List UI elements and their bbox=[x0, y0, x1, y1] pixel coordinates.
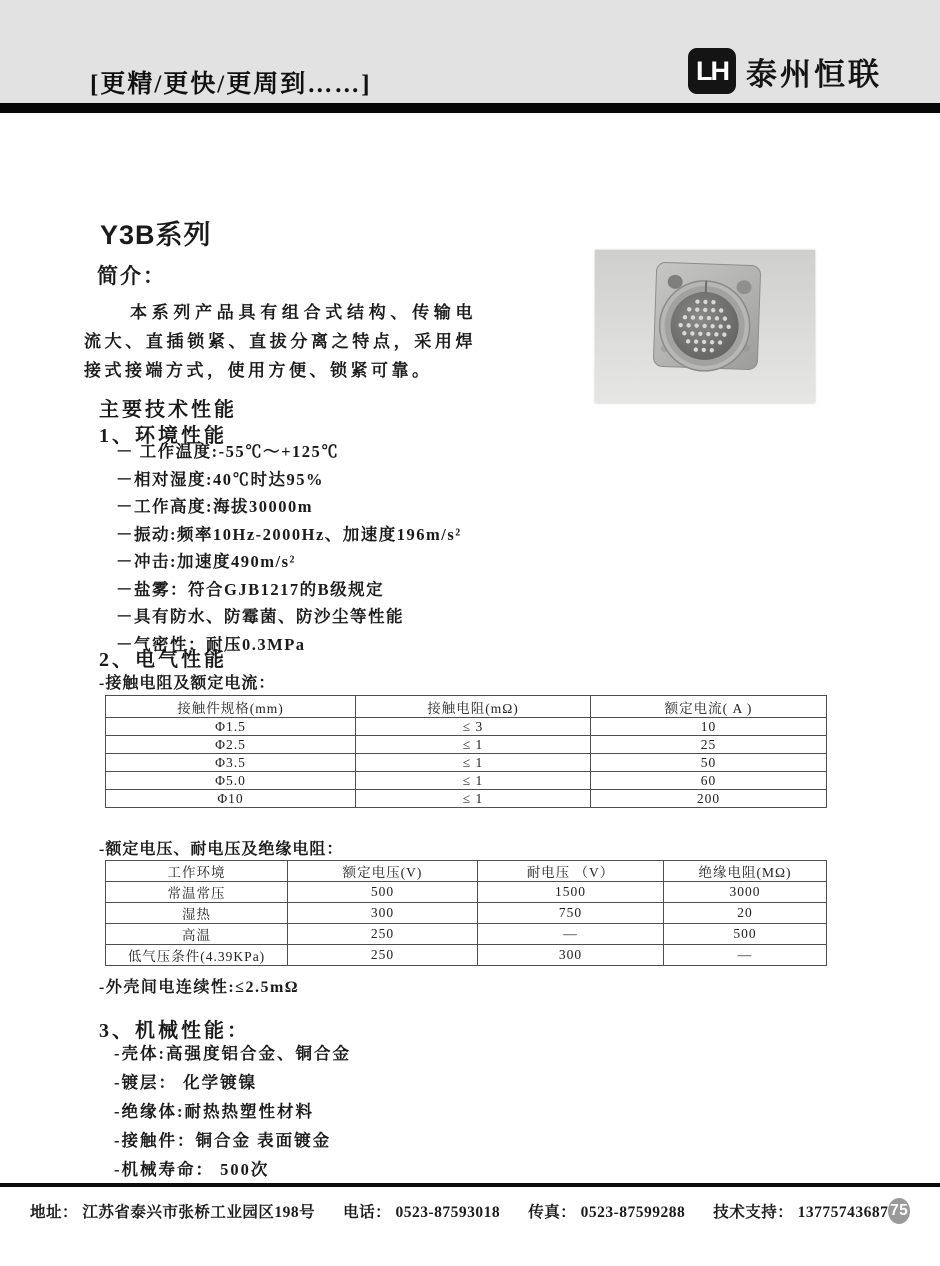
list-item: -镀层： 化学镀镍 bbox=[114, 1073, 258, 1092]
table-cell: 1500 bbox=[478, 882, 664, 903]
list-item: -机械寿命： 500次 bbox=[114, 1160, 270, 1179]
mech-performance-list bbox=[114, 1042, 351, 1187]
table-cell: ≤ 1 bbox=[356, 790, 591, 808]
table-row bbox=[106, 924, 827, 945]
column-header: 接触件规格(mm) bbox=[106, 696, 356, 718]
table-cell: 300 bbox=[288, 903, 478, 924]
column-header: 额定电流( A ) bbox=[591, 696, 827, 718]
table-cell: ≤ 1 bbox=[356, 772, 591, 790]
footer-address: 地址： 江苏省泰兴市张桥工业园区198号 bbox=[30, 1204, 316, 1221]
footer bbox=[30, 1198, 910, 1224]
product-photo bbox=[595, 250, 815, 403]
list-item: －具有防水、防霉菌、防沙尘等性能 bbox=[116, 607, 404, 626]
company-logo bbox=[688, 48, 882, 94]
shell-continuity-note: -外壳间电连续性:≤2.5mΩ bbox=[99, 979, 300, 996]
table-cell: ≤ 1 bbox=[356, 754, 591, 772]
table-row bbox=[106, 772, 827, 790]
contact-resistance-table bbox=[105, 695, 827, 808]
header-band bbox=[0, 0, 940, 103]
table-cell: 250 bbox=[288, 924, 478, 945]
table-cell: — bbox=[664, 945, 827, 966]
table-row bbox=[106, 882, 827, 903]
column-header: 绝缘电阻(MΩ) bbox=[664, 861, 827, 882]
intro-paragraph: 本系列产品具有组合式结构、传输电流大、直插锁紧、直拔分离之特点，采用焊接式接端方式，使用方便、锁紧可靠。 bbox=[84, 303, 476, 380]
page-number-badge: 75 bbox=[888, 1198, 910, 1224]
table-cell: Φ2.5 bbox=[106, 736, 356, 754]
intro-heading: 简介： bbox=[97, 265, 166, 288]
column-header: 额定电压(V) bbox=[288, 861, 478, 882]
table-row bbox=[106, 754, 827, 772]
list-item: －气密性：耐压0.3MPa bbox=[116, 634, 306, 654]
table-cell: Φ3.5 bbox=[106, 754, 356, 772]
table-cell: 60 bbox=[591, 772, 827, 790]
table-cell: 低气压条件(4.39KPa) bbox=[106, 945, 288, 966]
table-cell: Φ5.0 bbox=[106, 772, 356, 790]
table-cell: 250 bbox=[288, 945, 478, 966]
table-header-row bbox=[106, 861, 827, 882]
connector-illustration bbox=[595, 250, 815, 403]
env-performance-list bbox=[116, 441, 462, 661]
table-cell: 10 bbox=[591, 718, 827, 736]
column-header: 工作环境 bbox=[106, 861, 288, 882]
tech-performance-heading: 主要技术性能 bbox=[99, 399, 237, 421]
table-cell: Φ1.5 bbox=[106, 718, 356, 736]
logo-lh-icon: LH bbox=[688, 48, 736, 94]
footer-phone: 电话： 0523-87593018 bbox=[343, 1204, 501, 1221]
table-cell: 300 bbox=[478, 945, 664, 966]
list-item: -壳体:高强度铝合金、铜合金 bbox=[114, 1044, 351, 1063]
list-item: －相对湿度:40℃时达95% bbox=[116, 469, 324, 489]
column-header: 接触电阻(mΩ) bbox=[356, 696, 591, 718]
header-slogan: [更精/更快/更周到……] bbox=[90, 71, 372, 98]
list-item: －冲击:加速度490m/s² bbox=[116, 552, 296, 571]
footer-fax: 传真： 0523-87599288 bbox=[528, 1204, 686, 1221]
voltage-table-label: -额定电压、耐电压及绝缘电阻： bbox=[99, 841, 344, 858]
table-cell: 湿热 bbox=[106, 903, 288, 924]
list-item: － 工作温度:-55℃～+125℃ bbox=[116, 442, 340, 461]
footer-support: 技术支持： 13775743687 bbox=[713, 1204, 889, 1221]
header-divider bbox=[0, 103, 940, 113]
brand-name: 泰州恒联 bbox=[746, 56, 882, 92]
table-cell: 750 bbox=[478, 903, 664, 924]
table-cell: ≤ 3 bbox=[356, 718, 591, 736]
table-cell: 200 bbox=[591, 790, 827, 808]
list-item: －振动:频率10Hz-2000Hz、加速度196m/s² bbox=[116, 524, 462, 544]
contact-resistance-table-label: -接触电阻及额定电流： bbox=[99, 675, 276, 692]
table-cell: 500 bbox=[288, 882, 478, 903]
table-row bbox=[106, 736, 827, 754]
page-title: Y3B系列 bbox=[100, 220, 212, 250]
list-item: -接触件：铜合金 表面镀金 bbox=[114, 1131, 332, 1150]
list-item: －盐雾：符合GJB1217的B级规定 bbox=[116, 579, 385, 599]
table-cell: 常温常压 bbox=[106, 882, 288, 903]
table-row bbox=[106, 790, 827, 808]
table-cell: Φ10 bbox=[106, 790, 356, 808]
list-item: -绝缘体:耐热热塑性材料 bbox=[114, 1102, 314, 1121]
table-cell: — bbox=[478, 924, 664, 945]
table-cell: 500 bbox=[664, 924, 827, 945]
table-cell: ≤ 1 bbox=[356, 736, 591, 754]
table-cell: 3000 bbox=[664, 882, 827, 903]
table-cell: 25 bbox=[591, 736, 827, 754]
list-item: －工作高度:海拔30000m bbox=[116, 497, 313, 516]
table-row bbox=[106, 718, 827, 736]
column-header: 耐电压 （V） bbox=[478, 861, 664, 882]
footer-divider bbox=[0, 1183, 940, 1187]
elec-section-heading: 2、电气性能 bbox=[99, 649, 227, 671]
table-cell: 50 bbox=[591, 754, 827, 772]
env-section-heading: 1、环境性能 bbox=[99, 425, 227, 447]
table-row bbox=[106, 903, 827, 924]
table-row bbox=[106, 945, 827, 966]
mech-section-heading: 3、机械性能： bbox=[99, 1020, 250, 1042]
table-cell: 20 bbox=[664, 903, 827, 924]
table-cell: 高温 bbox=[106, 924, 288, 945]
table-header-row bbox=[106, 696, 827, 718]
voltage-insulation-table bbox=[105, 860, 827, 966]
